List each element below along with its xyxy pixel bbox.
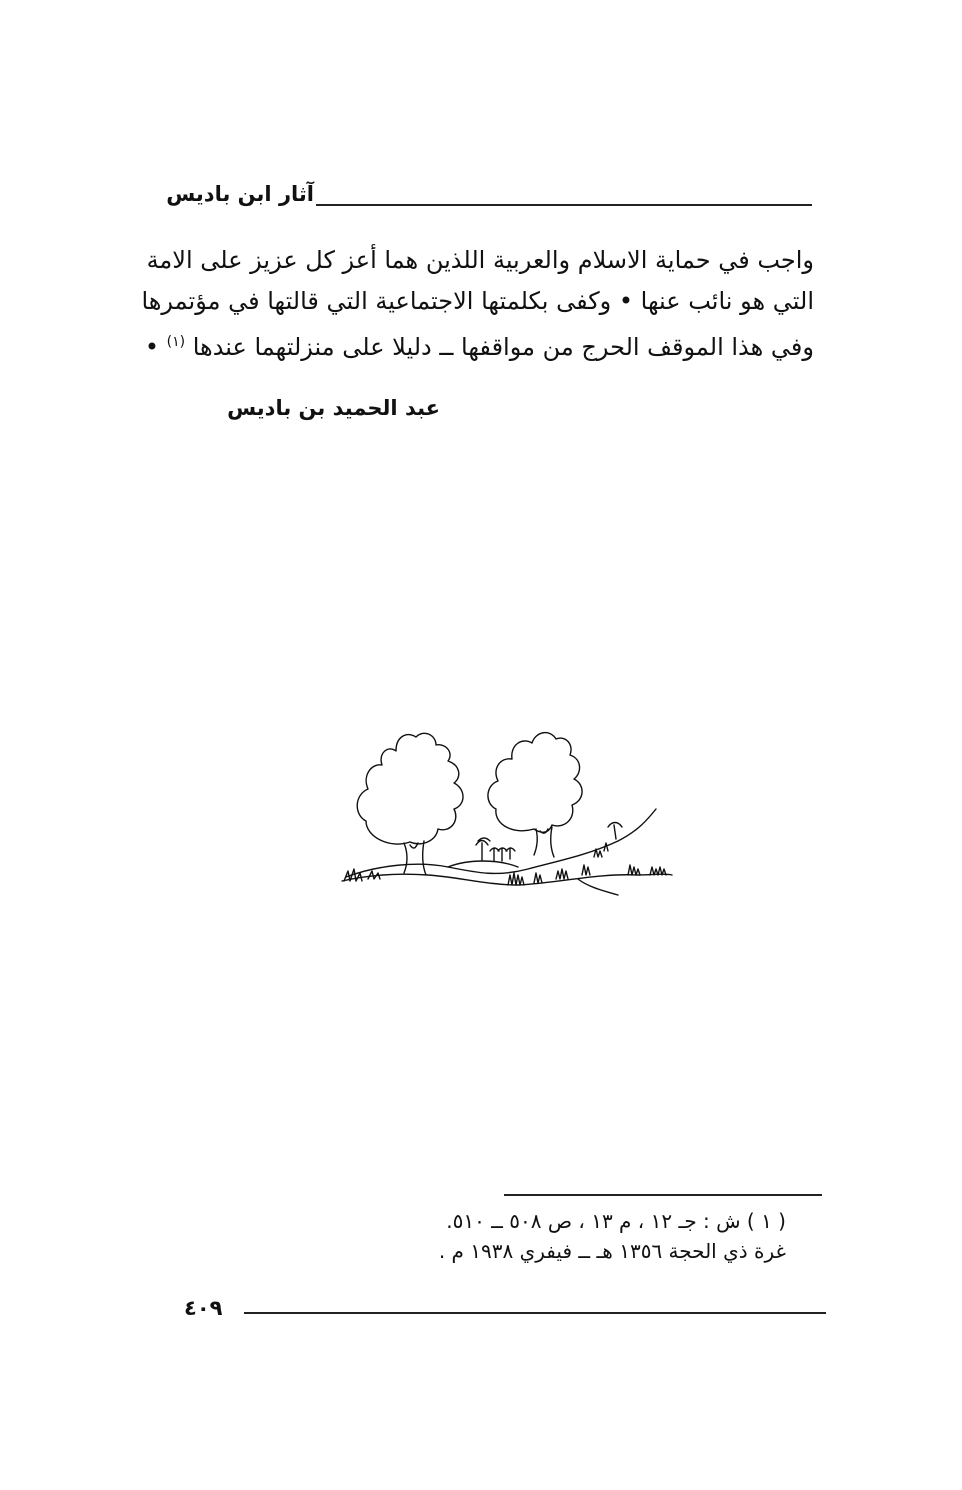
author-signature: عبد الحميد بن باديس — [227, 396, 440, 420]
body-line-3 — [144, 322, 814, 368]
header-rule — [316, 204, 812, 206]
body-paragraph — [141, 240, 814, 368]
page-number: ٤٠٩ — [184, 1296, 223, 1320]
book-title: آثار ابن باديس — [166, 182, 314, 206]
end-mark: • — [144, 333, 159, 361]
footer-rule — [244, 1312, 826, 1314]
footnote-line-2: غرة ذي الحجة ١٣٥٦ هـ ــ فيفري ١٩٣٨ م . — [438, 1239, 786, 1263]
page-footer — [176, 1296, 826, 1326]
footnote-line-1: ( ١ ) ش : جـ ١٢ ، م ١٣ ، ص ٥٠٨ ــ ٥١٠. — [446, 1209, 786, 1233]
footnote-rule — [504, 1194, 822, 1196]
body-line-1: واجب في حماية الاسلام والعربية اللذين هما أعز كل عزيز على الامة — [146, 246, 814, 274]
body-line-3-text: وفي هذا الموقف الحرج من مواقفها ــ دليلا على منزلتهما عندها — [192, 333, 814, 361]
footnote — [439, 1206, 786, 1266]
footnote-marker: (١) — [166, 334, 186, 350]
body-line-2: التي هو نائب عنها • وكفى بكلمتها الاجتماعية التي قالتها في مؤتمرها — [141, 287, 814, 315]
running-header — [166, 182, 812, 212]
landscape-trees-icon — [338, 725, 678, 900]
